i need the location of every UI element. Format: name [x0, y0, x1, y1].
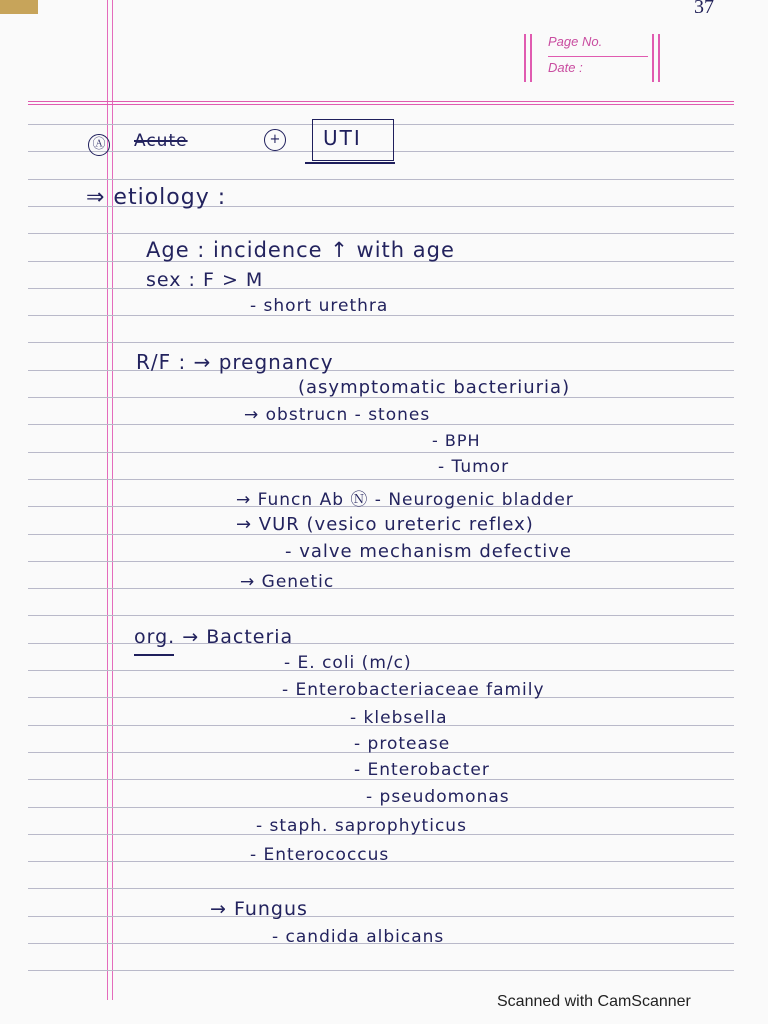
note-line-asymptomatic: (asymptomatic bacteriuria) [298, 377, 571, 398]
note-line-sex: sex : F > M [146, 269, 264, 291]
note-line-tumor: - Tumor [438, 457, 510, 477]
note-line-enterobacter: - Enterobacter [354, 760, 490, 780]
org-underline [134, 654, 174, 656]
note-line-bph: - BPH [432, 431, 481, 450]
note-line-enterococcus: - Enterococcus [250, 845, 390, 865]
ruled-line [28, 452, 734, 453]
note-line-short-urethra: - short urethra [250, 296, 389, 316]
boxed-title-text: UTI [323, 126, 362, 150]
ruled-line [28, 588, 734, 589]
ruled-line [28, 288, 734, 289]
ruled-line [28, 615, 734, 616]
page-no-line [548, 56, 648, 57]
note-line-etiology: ⇒ etiology : [86, 185, 227, 210]
note-line-enterobacteriaceae: - Enterobacteriaceae family [282, 680, 545, 700]
note-line-rf: R/F : → pregnancy [136, 350, 334, 374]
scanner-watermark: Scanned with CamScanner [497, 993, 691, 1010]
note-line-ecoli: - E. coli (m/c) [284, 653, 412, 673]
title-marker-left: Ⓐ [88, 134, 110, 156]
page-no-label: Page No. [548, 34, 603, 49]
title-marker-right: + [264, 129, 286, 151]
note-line-protease: - protease [354, 734, 451, 754]
ruled-line [28, 807, 734, 808]
ruled-line [28, 916, 734, 917]
note-line-candida: - candida albicans [272, 927, 445, 947]
ruled-line [28, 342, 734, 343]
header-bar-right-2 [658, 34, 660, 82]
note-line-function: → Funcn Ab Ⓝ - Neurogenic bladder [236, 490, 574, 510]
header-bar-left-2 [530, 34, 532, 82]
title-underline [305, 162, 395, 164]
page-edge-stain [0, 0, 38, 14]
note-line-klebsella: - klebsella [350, 708, 448, 728]
note-line-staph: - staph. saprophyticus [256, 816, 467, 836]
ruled-line [28, 888, 734, 889]
ruled-line [28, 370, 734, 371]
header-bar-right-1 [652, 34, 654, 82]
note-line-vur: → VUR (vesico ureteric reflex) [236, 514, 534, 535]
margin-line-2 [112, 0, 113, 1000]
ruled-line [28, 179, 734, 180]
ruled-line [28, 479, 734, 480]
header-bar-left-1 [524, 34, 526, 82]
date-label: Date : [548, 60, 583, 75]
ruled-line [28, 970, 734, 971]
ruled-line [28, 233, 734, 234]
boxed-title [312, 119, 394, 161]
page-number: 37 [694, 0, 714, 18]
note-line-fungus: → Fungus [210, 898, 308, 920]
note-line-pseudomonas: - pseudomonas [366, 787, 510, 807]
note-line-valve: - valve mechanism defective [285, 541, 572, 562]
note-line-obstruction: → obstrucn - stones [244, 405, 431, 425]
ruled-line-top [28, 101, 734, 102]
note-line-genetic: → Genetic [240, 572, 335, 592]
struck-word: Acute [134, 131, 188, 151]
note-line-age: Age : incidence ↑ with age [146, 238, 455, 262]
note-line-organisms: org. → Bacteria [134, 626, 294, 648]
